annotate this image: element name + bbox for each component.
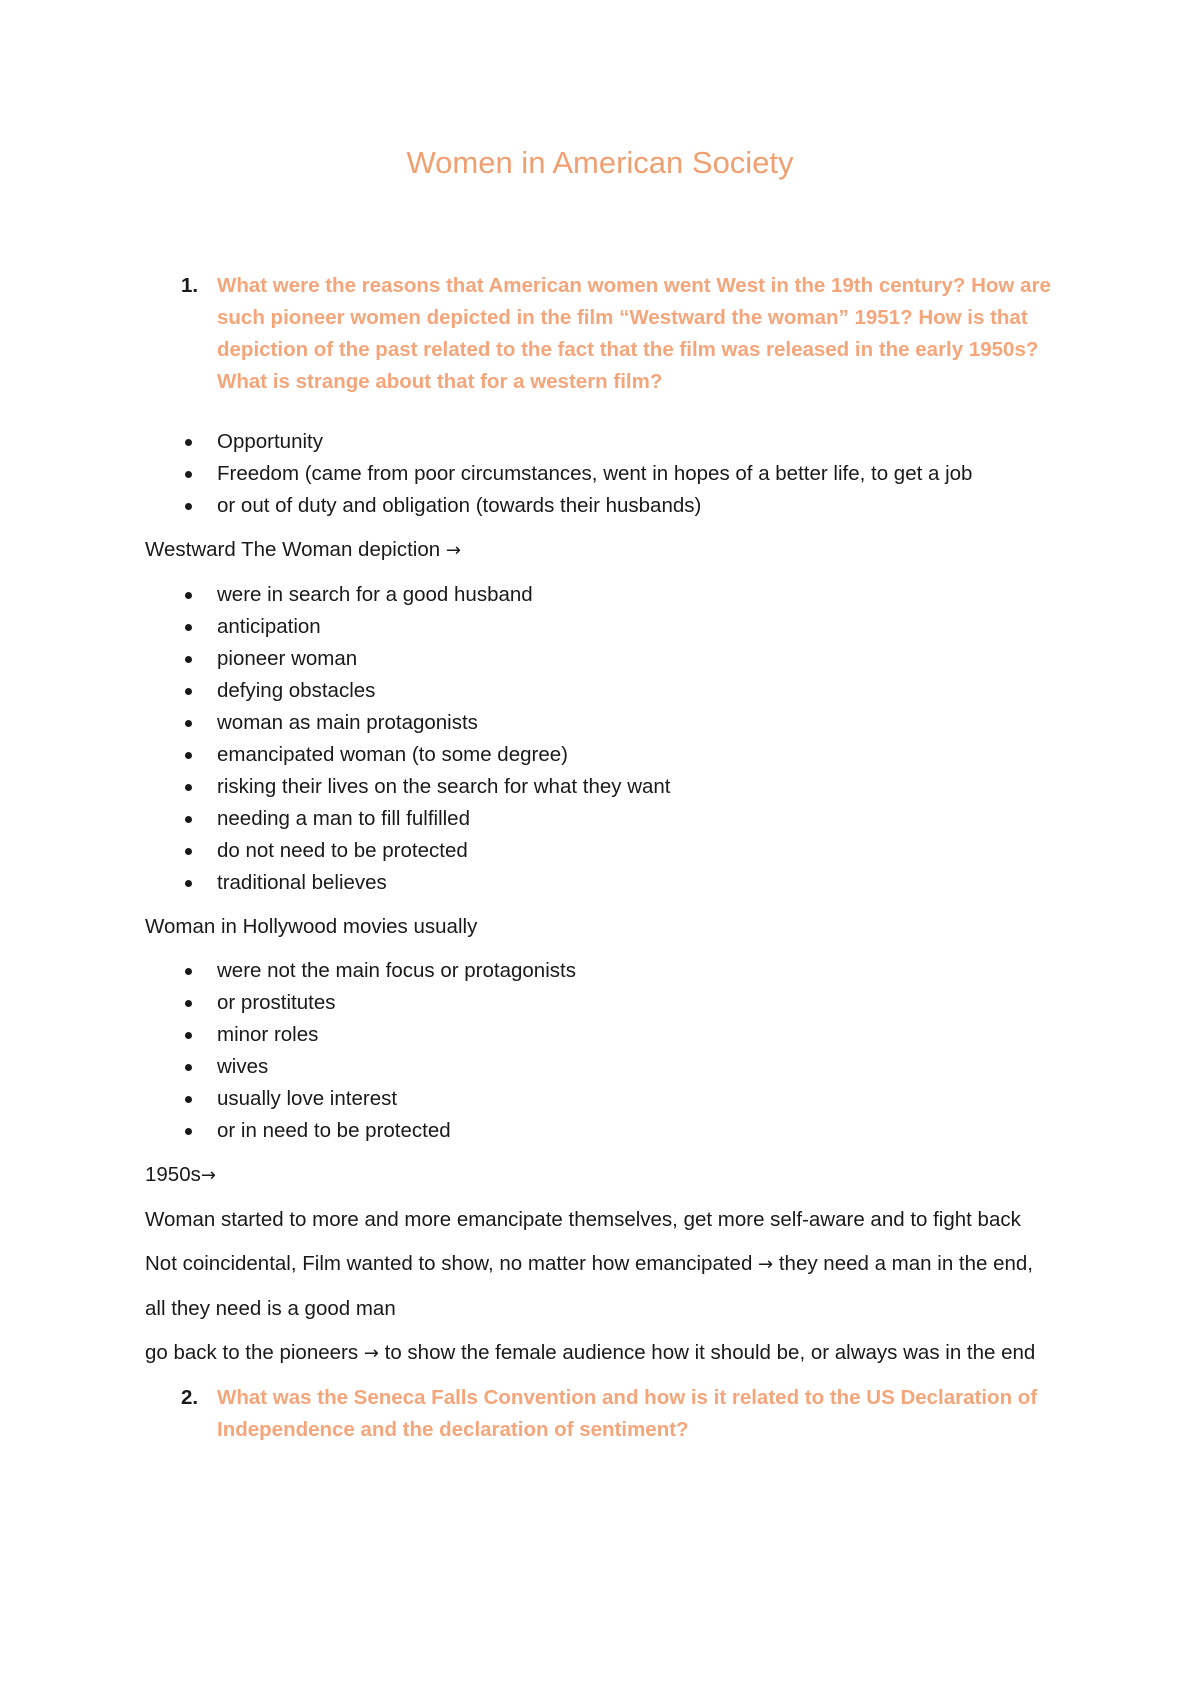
paragraph-pioneers-start: go back to the pioneers (145, 1341, 359, 1364)
paragraph-good-man: all they need is a good man (145, 1297, 396, 1320)
list-item: emancipated woman (to some degree) (145, 739, 1065, 771)
list-item: minor roles (145, 1019, 1065, 1051)
question-2-number: 2. (181, 1386, 199, 1409)
question-1-number: 1. (181, 274, 199, 297)
list-item: or out of duty and obligation (towards their husbands) (145, 490, 1065, 522)
question-1 (145, 270, 1065, 398)
list-item: woman as main protagonists (145, 707, 1065, 739)
question-2-text: What was the Seneca Falls Convention and how is it related to the US Declaration of Independence and the declaration of sentiment? (217, 1386, 1038, 1441)
list-item: needing a man to fill fulfilled (145, 803, 1065, 835)
list-item: Freedom (came from poor circumstances, went in hopes of a better life, to get a job (145, 458, 1065, 490)
list-item: do not need to be protected (145, 835, 1065, 867)
arrow-right-icon: → (363, 1343, 379, 1364)
paragraph-not-coincidental-end: they need a man in the end, (778, 1252, 1034, 1275)
depiction-list (145, 579, 1065, 899)
document-body (145, 270, 1065, 1446)
arrow-right-icon: → (445, 540, 461, 561)
document-title: Women in American Society (406, 145, 794, 180)
list-item: Opportunity (145, 426, 1065, 458)
hollywood-heading: Woman in Hollywood movies usually (145, 915, 478, 938)
list-item: defying obstacles (145, 675, 1065, 707)
list-item: or in need to be protected (145, 1115, 1065, 1147)
hollywood-list (145, 955, 1065, 1147)
paragraph-pioneers (145, 1337, 1065, 1370)
list-item: were in search for a good husband (145, 579, 1065, 611)
arrow-right-icon: → (758, 1254, 774, 1275)
question-1-text: What were the reasons that American women went West in the 19th century? How are such pioneer women depicted in the film “Westward the woman” 1951? How is that depiction of the past related to the fact that the film was released in the early 1950s? What is strange about that for a western film? (217, 274, 1051, 393)
reasons-list (145, 426, 1065, 522)
fifties-heading-text: 1950s (145, 1163, 201, 1186)
question-2 (145, 1382, 1065, 1446)
list-item: risking their lives on the search for what they want (145, 771, 1065, 803)
list-item: were not the main focus or protagonists (145, 955, 1065, 987)
list-item: usually love interest (145, 1083, 1065, 1115)
list-item: anticipation (145, 611, 1065, 643)
paragraph-not-coincidental-start: Not coincidental, Film wanted to show, no matter how emancipated (145, 1252, 753, 1275)
list-item: traditional believes (145, 867, 1065, 899)
list-item: or prostitutes (145, 987, 1065, 1019)
fifties-heading (145, 1159, 1065, 1192)
list-item: wives (145, 1051, 1065, 1083)
paragraph-pioneers-end: to show the female audience how it should be, or always was in the end (384, 1341, 1036, 1364)
list-item: pioneer woman (145, 643, 1065, 675)
depiction-heading (145, 534, 1065, 567)
paragraph-emancipation: Woman started to more and more emancipate themselves, get more self-aware and to fight back (145, 1208, 1021, 1231)
depiction-heading-text: Westward The Woman depiction (145, 538, 441, 561)
arrow-right-icon: → (200, 1165, 216, 1186)
paragraph-not-coincidental (145, 1248, 1065, 1281)
